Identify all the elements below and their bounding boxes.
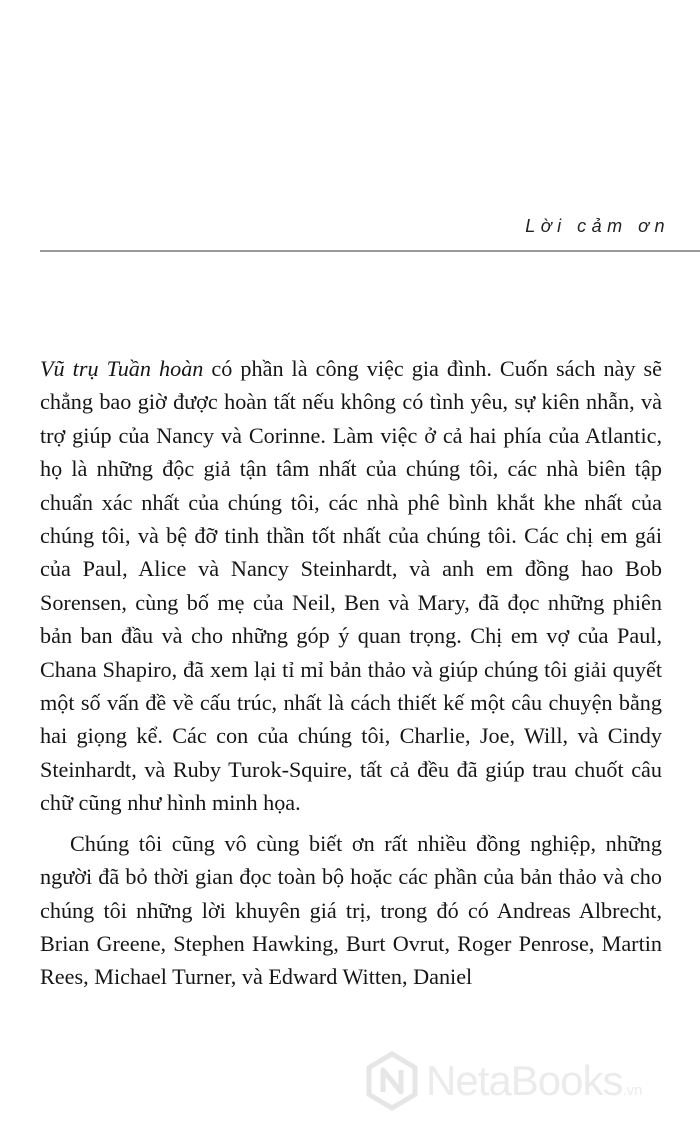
running-head-title: Lời cảm ơn (525, 216, 670, 236)
netabooks-logo-icon (362, 1051, 422, 1111)
paragraph-1 (40, 352, 662, 820)
netabooks-watermark (362, 1045, 700, 1117)
watermark-suffix: .vn (622, 1082, 643, 1099)
paragraph-1-text: có phần là công việc gia đình. Cuốn sách này sẽ chẳng bao giờ được hoàn tất nếu không có tình yêu, sự kiên nhẫn, và trợ giúp của Nancy và Corinne. Làm việc ở cả hai phía của Atlantic, họ là những độc giả tận tâm nhất của chúng tôi, các nhà biên tập chuẩn xác nhất của chúng tôi, các nhà phê bình khắt khe nhất của chúng tôi, và bệ đỡ tinh thần tốt nhất của chúng tôi. Các chị em gái của Paul, Alice và Nancy Steinhardt, và anh em đồng hao Bob Sorensen, cùng bố mẹ của Neil, Ben và Mary, đã đọc những phiên bản ban đầu và cho những góp ý quan trọng. Chị em vợ của Paul, Chana Shapiro, đã xem lại tỉ mỉ bản thảo và giúp chúng tôi giải quyết một số vấn đề về cấu trúc, nhất là cách thiết kế một câu chuyện bằng hai giọng kể. Các con của chúng tôi, Charlie, Joe, Will, và Cindy Steinhardt, và Ruby Turok-Squire, tất cả đều đã giúp trau chuốt câu chữ cũng như hình minh họa. (40, 356, 662, 816)
body-text (40, 352, 662, 994)
paragraph-2: Chúng tôi cũng vô cùng biết ơn rất nhiều đồng nghiệp, những người đã bỏ thời gian đọc toàn bộ hoặc các phần của bản thảo và cho chúng tôi những lời khuyên giá trị, trong đó có Andreas Albrecht, Brian Greene, Stephen Hawking, Burt Ovrut, Roger Penrose, Martin Rees, Michael Turner, và Edward Witten, Daniel (40, 830, 662, 990)
book-title: Vũ trụ Tuần hoàn (40, 356, 204, 381)
watermark-text (426, 1057, 643, 1104)
header-rule (40, 250, 700, 252)
watermark-brand: NetaBooks (426, 1057, 623, 1104)
